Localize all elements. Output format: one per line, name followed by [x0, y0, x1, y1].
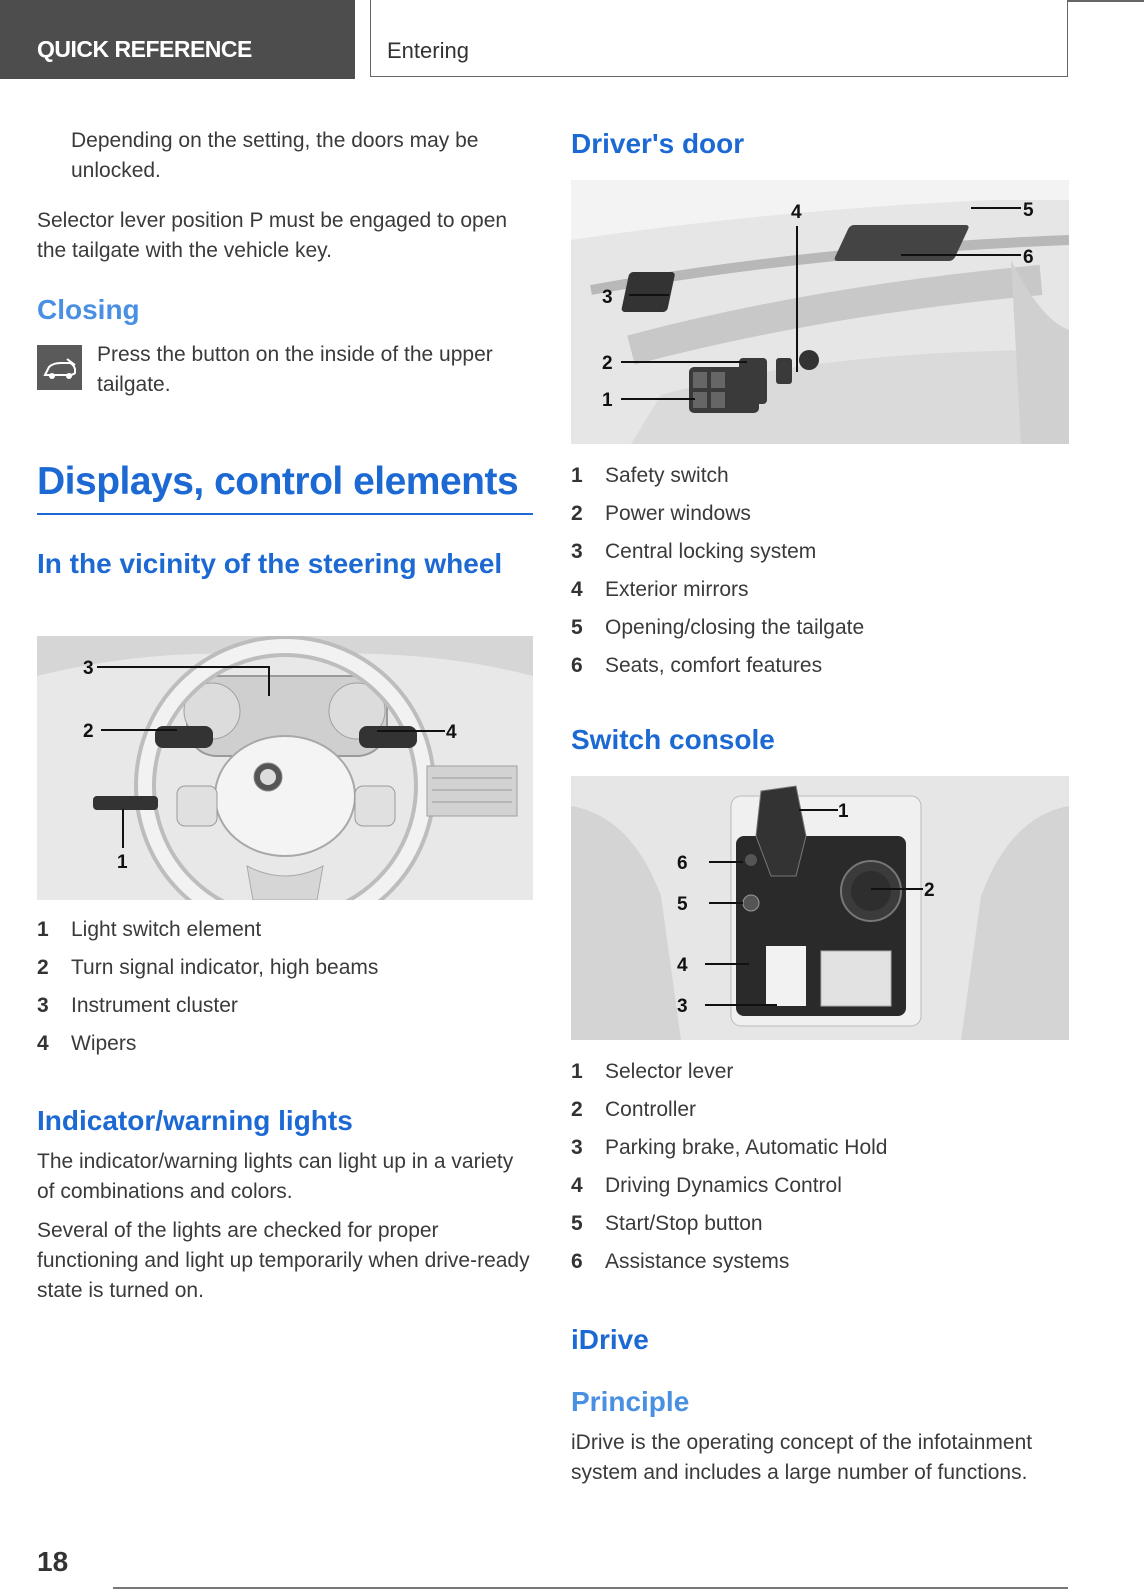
steering-wheel-figure [37, 636, 533, 900]
console-callout-3: 3 [677, 996, 688, 1017]
door-callout-1: 1 [602, 390, 613, 411]
list-item: 2 Turn signal indicator, high beams [37, 956, 379, 979]
list-item: 1 Selector lever [571, 1060, 734, 1083]
door-legend [571, 461, 1071, 689]
list-item: 6 Seats, comfort features [571, 654, 823, 677]
list-item: 4 Wipers [37, 1032, 137, 1055]
drivers-door-figure [571, 180, 1069, 444]
door-callout-2: 2 [602, 353, 613, 374]
intro-indented-text: Depending on the setting, the doors may be unlocked. [71, 129, 479, 182]
indicator-heading: Indicator/warning lights [37, 1105, 353, 1136]
list-item: 3 Central locking system [571, 540, 817, 563]
steering-callout-3: 3 [83, 658, 94, 679]
console-legend [571, 1057, 1071, 1285]
section-title: QUICK REFERENCE [37, 36, 252, 62]
console-callout-6: 6 [677, 853, 688, 874]
intro-paragraph: Selector lever position P must be engaged to open the tailgate with the vehicle key. [37, 209, 508, 262]
door-callout-6: 6 [1023, 247, 1034, 268]
indicator-paragraph-2: Several of the lights are checked for proper functioning and light up temporarily when drive-ready state is turned on. [37, 1219, 530, 1302]
list-item: 1 Safety switch [571, 464, 729, 487]
displays-heading: Displays, control elements [37, 460, 519, 503]
steering-callout-1: 1 [117, 852, 128, 873]
list-item: 4 Driving Dynamics Control [571, 1174, 842, 1197]
steering-legend [37, 915, 533, 1067]
principle-text: iDrive is the operating concept of the infotainment system and includes a large number of functions. [571, 1431, 1033, 1484]
tailgate-button-icon [37, 345, 82, 390]
principle-heading: Principle [571, 1386, 690, 1417]
section-tab [0, 0, 355, 79]
list-item: 5 Start/Stop button [571, 1212, 763, 1235]
list-item: 3 Instrument cluster [37, 994, 238, 1017]
steering-callout-4: 4 [446, 722, 457, 743]
switch-console-figure [571, 776, 1069, 1040]
idrive-heading: iDrive [571, 1324, 649, 1355]
chapter-tab [370, 0, 1068, 77]
door-callout-4: 4 [791, 202, 802, 223]
chapter-title: Entering [387, 38, 469, 63]
list-item: 2 Power windows [571, 502, 751, 525]
header-rule [1068, 0, 1144, 2]
console-callout-5: 5 [677, 894, 688, 915]
door-callout-3: 3 [602, 287, 613, 308]
door-callout-5: 5 [1023, 200, 1034, 221]
steering-heading: In the vicinity of the steering wheel [37, 548, 503, 579]
list-item: 4 Exterior mirrors [571, 578, 749, 601]
steering-callout-2: 2 [83, 721, 94, 742]
console-callout-1: 1 [838, 801, 849, 822]
page-number: 18 [37, 1546, 69, 1577]
list-item: 3 Parking brake, Automatic Hold [571, 1136, 888, 1159]
indicator-paragraph-1: The indicator/warning lights can light up in a variety of combinations and colors. [37, 1150, 514, 1203]
list-item: 6 Assistance systems [571, 1250, 790, 1273]
footer-rule [113, 1587, 1068, 1589]
closing-heading: Closing [37, 294, 140, 325]
closing-text: Press the button on the inside of the upper tailgate. [97, 343, 493, 396]
switch-console-heading: Switch console [571, 724, 775, 755]
console-callout-2: 2 [924, 880, 935, 901]
heading-underline [37, 513, 533, 515]
console-callout-4: 4 [677, 955, 688, 976]
list-item: 2 Controller [571, 1098, 697, 1121]
list-item: 1 Light switch element [37, 918, 262, 941]
list-item: 5 Opening/closing the tailgate [571, 616, 865, 639]
drivers-door-heading: Driver's door [571, 128, 745, 159]
